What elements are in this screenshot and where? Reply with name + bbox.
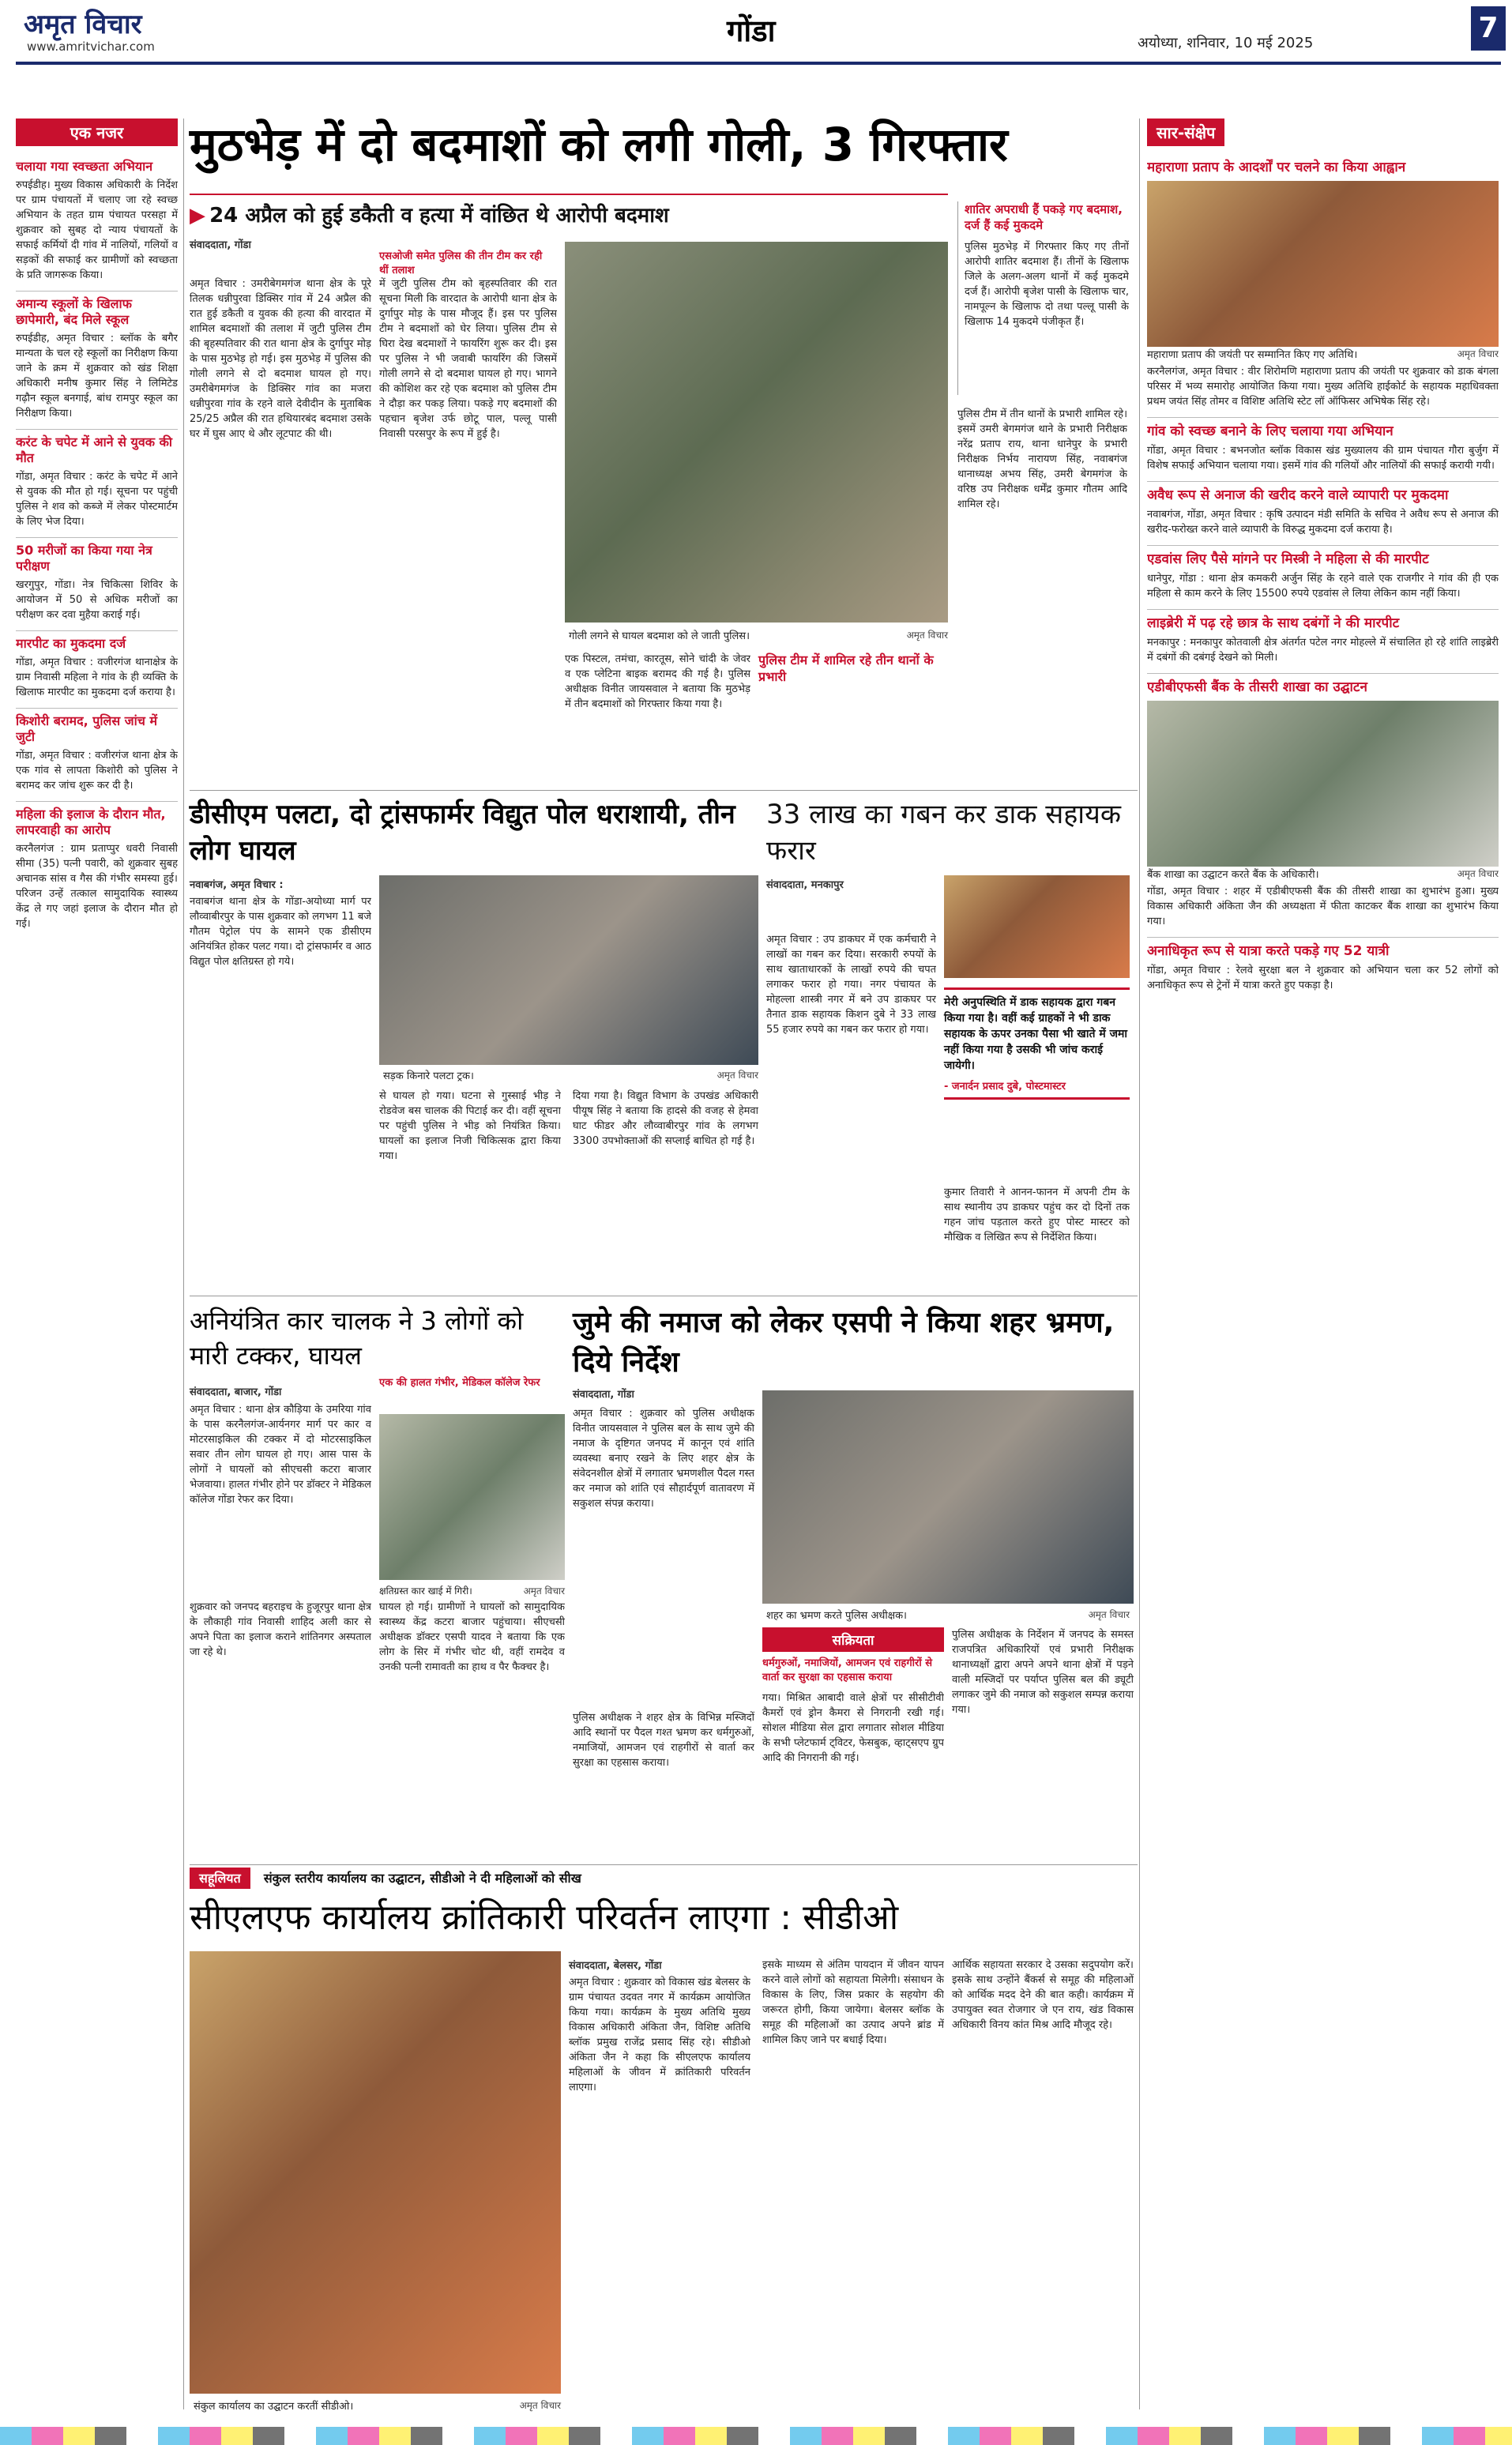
brief-body: गोंडा, अमृत विचार : वजीरगंज थाना क्षेत्र के एक गांव से लापता किशोरी को पुलिस ने बरामद कर जांच शुरू कर दी है। [16,750,178,792]
lead-body-1: अमृत विचार : उमरीबेगमगंज थाना क्षेत्र के पूरे तिलक धन्नीपुरवा डिक्सिर गांव में 24 अप्रैल की रात हुई डकैती व युवक की हत्या की वारदात में शामिल बदमाशों की तलाश में जुटी पुलिस टीम की बृहस्पतिवार की रात थाना क्षेत्र के दुर्गापुर मोड़ के पास मुठभेड़ हो गई। इस मुठभेड़ में पुलिस की गोली लगने से दो बदमाश घायल हो गए। उमरीबेगमगंज के डिक्सिर गांव का मजरा धन्नीपुरवा गांव के रहने वाले देवीदीन के मुताबिक 25/25 अप्रैल की रात हथियारबंद बदमाश उसके घर में घुस आए थे और लूटपाट की थी। [190,278,371,440]
transformer-headline: डीसीएम पलटा, दो ट्रांसफार्मर विद्युत पोल धराशायी, तीन लोग घायल [190,799,735,867]
left-divider [183,118,184,2409]
namaz-body-2: पुलिस अधीक्षक ने शहर क्षेत्र के विभिन्न मस्जिदों आदि स्थानों पर पैदल गश्त भ्रमण कर धर्मगुरुओं, नमाजियों, आमजन एवं राहगीरों से वार्ता कर सुरक्षा का एहसास कराया। [573,1712,754,1769]
brief-body: धानेपुर, गोंडा : थाना क्षेत्र कमकरी अर्जुन सिंह के रहने वाले एक राजगीर ने गांव की ही एक महिला से काम करने के लिए 15500 रुपये एडवांस ले लिया लेकिन काम नहीं किया। [1147,573,1499,600]
car-byline: संवाददाता, बाजार, गोंडा [190,1386,282,1398]
brief-item [16,708,178,793]
fraud-headline: 33 लाख का गबन कर डाक सहायक फरार [766,799,1121,867]
masthead-rule [16,62,1501,65]
brief-body: नवाबगंज, गोंडा, अमृत विचार : कृषि उत्पादन मंडी समिति के सचिव ने अवैध रूप से अनाज की खरीद-फरोख्त करने वाले व्यापारी के विरुद्ध मुकदमा दर्ज कराया है। [1147,509,1499,536]
car-body-3: घायल हो गई। ग्रामीणों ने घायलों को सामुदायिक स्वास्थ्य केंद्र कटरा बाजार पहुंचाया। सीएचसी अधीक्षक डॉक्टर एसपी यादव ने बताया कि एक लोग के सिर में गंभीर चोट थी, वहीं रामदेव व उनकी पत्नी रामावती का हाथ व पैर फैक्चर है। [379,1601,565,1673]
lead-body-2: में जुटी पुलिस टीम को बृहस्पतिवार की रात सूचना मिली कि वारदात के आरोपी थाना क्षेत्र के दुर्गापुर मोड़ के पास मौजूद हैं। इस पर पुलिस टीम ने बदमाशों को घेर लिया। पुलिस टीम से घिरा देख बदमाशों ने फायरिंग शुरू कर दी। इस पर पुलिस ने भी जवाबी फायरिंग की जिसमें गोली लगने से दो बदमाश घायल हो गए। भागने की कोशिश कर रहे एक बदमाश को पुलिस टीम ने दौड़ा कर पकड़ लिया। पकड़े गए बदमाशों की पहचान बृजेश उर्फ छोटू पाल, पल्लू पासी निवासी परसपुर के रूप में हुई है। [379,278,557,440]
brief-item [1147,673,1499,929]
lead-photo-credit: अमृत विचार [906,630,948,641]
brief-item [1147,154,1499,409]
brief-title: अमान्य स्कूलों के खिलाफ छापेमारी, बंद मिले स्कूल [16,296,132,327]
namaz-tag: सक्रियता [762,1627,944,1652]
namaz-byline: संवाददाता, गोंडा [573,1389,634,1401]
brief-title: एडीबीएफसी बैंक के तीसरी शाखा का उद्घाटन [1147,679,1367,695]
brief-body: रुपईडीह। मुख्य विकास अधिकारी के निर्देश पर ग्राम पंचायतों में चलाए जा रहे स्वच्छ अभियान के तहत ग्राम पंचायत परसहा में शुक्रवार को सुबह दो न्याय पंचायतों के सफाई कर्मियों दी गांव में नालियों, गलियों व सड़कों की सफाई कर ग्रामीणों को स्वच्छता के प्रति जागरूक किया। [16,179,178,281]
right-divider [1139,118,1140,2409]
fraud-body-2: कुमार तिवारी ने आनन-फानन में अपनी टीम के साथ स्थानीय उप डाकघर पहुंच कर दो दिनों तक गहन जांच पड़ताल करते हुए पोस्ट मास्टर को मौखिक व लिखित रूप से निर्देशित किया। [944,1187,1130,1243]
brief-body: गोंडा, अमृत विचार : बभनजोत ब्लॉक विकास खंड मुख्यालय की ग्राम पंचायत गौरा बुर्जुग में विशेष सफाई अभियान चलाया गया। इसमें गांव की गलियों और नालियों की सफाई करायी गयी। [1147,445,1499,472]
brief-photo-credit: अमृत विचार [1457,348,1499,359]
car-photo [379,1414,565,1580]
fraud-body-1: अमृत विचार : उप डाकघर में एक कर्मचारी ने लाखों का गबन कर दिया। सरकारी रुपयों के साथ खाताधारकों के लाखों रुपये की चपत लगाकर फरार हो गया। नगर पंचायत के मोहल्ला शास्त्री नगर में बने उप डाकघर पर तैनात डाक सहायक किशन दुबे ने 33 लाख 55 हजार रुपये का गबन कर फरार हो गया। [766,934,936,1036]
clf-tag: सहूलियत [190,1868,250,1889]
masthead-url: www.amritvichar.com [27,39,155,54]
fraud-byline: संवाददाता, मनकापुर [766,879,844,891]
fraud-photo [944,875,1130,978]
brief-body: करनैलगंज, अमृत विचार : वीर शिरोमणि महाराणा प्रताप की जयंती पर शुक्रवार को डाक बंगला परिसर में भव्य समारोह आयोजित किया गया। मुख्य अतिथि हाईकोर्ट के सहायक महाधिवक्ता प्रथम जयंत सिंह तोमर व विशिष्ट अतिथि स्टेट लॉ ऑफिसर अभिषेक सिंह रहे। [1147,366,1499,408]
lead-photo-caption: गोली लगने से घायल बदमाश को ले जाती पुलिस। [569,630,750,642]
color-registration-strip [0,2427,1512,2445]
lead-sidebox [957,201,1129,395]
namaz-photo-credit: अमृत विचार [1088,1609,1130,1620]
clf-photo [190,1951,561,2394]
masthead-date: अयोध्या, शनिवार, 10 मई 2025 [1138,35,1314,51]
section-tag: एक नजर [16,118,178,146]
lead-subheadline [190,194,948,228]
clf-body-1: अमृत विचार : शुक्रवार को विकास खंड बेलसर के ग्राम पंचायत उदवत नगर में कार्यक्रम आयोजित किया गया। कार्यक्रम के मुख्य अतिथि मुख्य विकास अधिकारी अंकिता जैन, विशिष्ट अतिथि ब्लॉक प्रमुख राजेंद्र प्रसाद सिंह रहे। सीडीओ अंकिता जैन ने कहा कि सीएलएफ कार्यालय महिलाओं के जीवन में क्रांतिकारी परिवर्तन लाएगा। [569,1977,750,2093]
brief-item [16,537,178,623]
brief-item [1147,545,1499,601]
clf-kicker: संकुल स्तरीय कार्यालय का उद्घाटन, सीडीओ ने दी महिलाओं को सीख [263,1871,581,1886]
sidebox-body: पुलिस मुठभेड़ में गिरफ्तार किए गए तीनों आरोपी शातिर बदमाश हैं। तीनों के खिलाफ जिले के अलग-अलग थानों में कई मुकदमे दर्ज हैं। आरोपी बृजेश पासी के खिलाफ चार, नामपूल्न के खिलाफ दो तथा पल्लू पासी के खिलाफ 14 मुकदमे पंजीकृत हैं। [965,241,1129,328]
lead-photo [565,242,948,623]
transformer-body-1: नवाबगंज थाना क्षेत्र के गोंडा-अयोध्या मार्ग पर लौव्वाबीरपुर के पास शुक्रवार को लगभग 11 बजे गौतम पेट्रोल पंप के सामने एक डीसीएम अनियंत्रित होकर पलट गया। दो ट्रांसफार्मर व आठ विद्युत पोल क्षतिग्रस्त हो गये। [190,896,371,968]
brief-title: गांव को स्वच्छ बनाने के लिए चलाया गया अभियान [1147,423,1394,439]
clf-body-3: आर्थिक सहायता सरकार दे उसका सदुपयोग करें। इसके साथ उन्होंने बैंकर्स से समूह की महिलाओं को आर्थिक मदद देने की बात कही। कार्यक्रम में उपायुक्त स्वत रोजगार जे एन राय, खंड विकास अधिकारी विनय कांत मिश्र आदि मौजूद रहे। [952,1959,1134,2031]
lead-headline: मुठभेड़ में दो बदमाशों को लगी गोली, 3 गिरफ्तार [190,118,1008,171]
brief-photo-caption: महाराणा प्रताप की जयंती पर सम्मानित किए गए अतिथि। [1147,349,1358,361]
brief-title: 50 मरीजों का किया गया नेत्र परीक्षण [16,543,152,574]
lead-body-4: पुलिस टीम में तीन थानों के प्रभारी शामिल रहे। इसमें उमरी बेगमगंज थाने के प्रभारी निरीक्षक नरेंद्र प्रताप राय, थाना धानेपुर के प्रभारी निरीक्षक निर्भय नारायण सिंह, नवाबगंज थानाध्यक्ष अभय सिंह, उमरी बेगमगंज के वरिष्ठ उप निरीक्षक धर्मेंद्र कुमार गौतम आदि शामिल रहे। [957,408,1127,510]
divider [190,1864,1138,1865]
brief-title: महाराणा प्रताप के आदर्शों पर चलने का किया आह्वान [1147,160,1406,175]
brief-photo-caption: बैंक शाखा का उद्घाटन करते बैंक के अधिकारी। [1147,869,1319,881]
brief-title: मारपीट का मुकदमा दर्ज [16,636,126,651]
namaz-tag-box [762,1627,944,1683]
brief-body: खरगुपुर, गोंडा। नेत्र चिकित्सा शिविर के आयोजन में 50 से अधिक मरीजों का परीक्षण कर दवा मुहैया कराई गई। [16,579,178,621]
lead-kicker: एसओजी समेत पुलिस की तीन टीम कर रही थीं तलाश [379,250,543,276]
transformer-body-2: से घायल हो गया। घटना से गुस्साई भीड़ ने रोडवेज बस चालक की पिटाई कर दी। वहीं सूचना पर पहुंची पुलिस ने भीड़ को नियंत्रित किया। घायलों का इलाज निजी चिकित्सक द्वारा किया गया। [379,1090,561,1162]
quote-text: मेरी अनुपस्थिति में डाक सहायक द्वारा गबन किया गया है। वहीं कई ग्राहकों ने भी डाक सहायक के ऊपर उनका पैसा भी खाते में जमा नहीं किया गया है उसकी भी जांच कराई जायेगी। [944,996,1127,1072]
divider [190,790,1138,791]
sidebox-title: शातिर अपराधी हैं पकड़े गए बदमाश, दर्ज हैं कई मुकदमे [965,202,1123,232]
namaz-photo-caption: शहर का भ्रमण करते पुलिस अधीक्षक। [766,1610,907,1622]
brief-item [1147,417,1499,473]
brief-title: अनाधिकृत रूप से यात्रा करते पकड़े गए 52 यात्री [1147,943,1390,959]
brief-item [16,630,178,700]
brief-photo [1147,701,1499,867]
transformer-photo-caption: सड़क किनारे पलटा ट्रक। [383,1070,474,1082]
clf-photo-credit: अमृत विचार [519,2400,561,2411]
car-headline: अनियंत्रित कार चालक ने 3 लोगों को मारी टक्कर, घायल [190,1306,524,1371]
brief-title: चलाया गया स्वच्छता अभियान [16,159,153,174]
brief-body: गोंडा, अमृत विचार : शहर में एडीबीएफसी बैंक की तीसरी शाखा का शुभारंभ हुआ। मुख्य विकास अधिकारी अंकिता जैन की अध्यक्षता में फीता काटकर बैंक शाखा का शुभारंभ किया गया। [1147,886,1499,927]
brief-body: गोंडा, अमृत विचार : करंट के चपेट में आने से युवक की मौत हो गई। सूचना पर पहुंची पुलिस ने शव को कब्जे में लेकर पोस्टमार्टम के लिए भेज दिया। [16,471,178,528]
brief-body: गोंडा, अमृत विचार : वजीरगंज थानाक्षेत्र के ग्राम निवासी महिला ने गांव के ही व्यक्ति के खिलाफ मारपीट का मुकदमा दर्ज कराया है। [16,656,178,698]
clf-headline: सीएलएफ कार्यालय क्रांतिकारी परिवर्तन लाएगा : सीडीओ [190,1898,899,1938]
brief-body: गोंडा, अमृत विचार : रेलवे सुरक्षा बल ने शुक्रवार को अभियान चला कर 52 लोगों को अनाधिकृत रूप से ट्रेनों में यात्रा करते हुए पकड़ा है। [1147,965,1499,991]
namaz-headline: जुमे की नमाज को लेकर एसपी ने किया शहर भ्रमण, दिये निर्देश [573,1307,1115,1379]
brief-title: एडवांस लिए पैसे मांगने पर मिस्त्री ने महिला से की मारपीट [1147,551,1429,567]
lead-byline: संवाददाता, गोंडा [190,239,251,251]
namaz-photo [762,1390,1134,1604]
brief-body: मनकापुर : मनकापुर कोतवाली क्षेत्र अंतर्गत पटेल नगर मोहल्ले में संचालित हो रहे शांति लाइब्रेरी में दबंगों की दबंगई देखने को मिली। [1147,637,1499,664]
brief-item [16,801,178,931]
car-photo-caption: क्षतिग्रस्त कार खाई में गिरी। [379,1585,472,1597]
brief-title: अवैध रूप से अनाज की खरीद करने वाले व्यापारी पर मुकदमा [1147,487,1449,503]
quote-attribution: - जनार्दन प्रसाद दुबे, पोस्टमास्टर [944,1081,1066,1093]
section-tag: सार-संक्षेप [1147,118,1224,146]
masthead-city: गोंडा [727,13,776,48]
brief-item [16,291,178,421]
lead-box2 [758,652,948,685]
left-column [16,118,178,2409]
car-kicker: एक की हालत गंभीर, मेडिकल कॉलेज रेफर [379,1377,540,1389]
brief-body: करनैलगंज : ग्राम प्रताप्पुर धवरी निवासी सीमा (35) पत्नी पवारी, को शुक्रवार सुबह अचानक सांस व गैस की गंभीर समस्या हुई। परिजन उन्हें तत्काल सामुदायिक स्वास्थ्य केंद्र ले गए जहां इलाज के दौरान मौत हो गई। [16,843,178,930]
car-photo-credit: अमृत विचार [523,1585,565,1597]
brief-photo [1147,181,1499,347]
brief-title: महिला की इलाज के दौरान मौत, लापरवाही का आरोप [16,807,166,837]
subheadline-text: 24 अप्रैल को हुई डकैती व हत्या में वांछित थे आरोपी बदमाश [209,204,669,228]
transformer-byline: नवाबगंज, अमृत विचार : [190,879,284,891]
namaz-body-1: अमृत विचार : शुक्रवार को पुलिस अधीक्षक विनीत जायसवाल ने पुलिस बल के साथ जुमे की नमाज के दृष्टिगत जनपद में कानून एवं शांति व्यवस्था बनाए रखने के लिए शहर क्षेत्र के संवेदनशील क्षेत्रों में लगातार भ्रमणशील पैदल गस्त कर नमाज को शांति एवं सौहार्दपूर्ण वातावरण में सकुशल संपन्न कराया। [573,1408,754,1510]
brief-item [16,429,178,529]
car-body-1: अमृत विचार : थाना क्षेत्र कौड़िया के उमरिया गांव के पास करनैलगंज-आर्यनगर मार्ग पर कार व मोटरसाइकिल की टक्कर में दो मोटरसाइकिल सवार तीन लोग घायल हो गए। आस पास के लोगों ने घायलों को सीएचसी कटरा बाजार भेजवाया। हालत गंभीर होने पर डॉक्टर ने मेडिकल कॉलेज गोंडा रेफर कर दिया। [190,1404,371,1506]
lead-body-3: एक पिस्टल, तमंचा, कारतूस, सोने चांदी के जेवर व एक प्लेटिना बाइक बरामद की गई है। पुलिस अधीक्षक विनीत जायसवाल ने बताया कि मुठभेड़ में तीन बदमाशों को गिरफ्तार किया गया है। [565,653,750,710]
namaz-tag-text: धर्मगुरुओं, नमाजियों, आमजन एवं राहगीरों से वार्ता कर सुरक्षा का एहसास कराया [762,1657,933,1683]
namaz-body-3: गया। मिश्रित आबादी वाले क्षेत्रों पर सीसीटीवी कैमरों एवं ड्रोन कैमरा से निगरानी रखी गई। सोशल मीडिया सेल द्वारा लगातार सोशल मीडिया के सभी प्लेटफार्म ट्विटर, फेसबुक, व्हाट्सएप ग्रुप आदि की निगरानी की गई। [762,1692,944,1764]
clf-byline: संवाददाता, बेलसर, गोंडा [569,1960,662,1972]
namaz-body-4: पुलिस अधीक्षक के निर्देशन में जनपद के समस्त राजपत्रित अधिकारियों एवं प्रभारी निरीक्षक थानाध्यक्षों द्वारा अपने अपने थाना क्षेत्रों में पड़ने वाली मस्जिदों पर पर्याप्त पुलिस बल की ड्यूटी लगाकर जुमे की नमाज को सकुशल सम्पन्न कराया गया। [952,1629,1134,1716]
transformer-body-3: दिया गया है। विद्युत विभाग के उपखंड अधिकारी पीयूष सिंह ने बताया कि हादसे की वजह से हेमवा घाट फीडर और लौव्वाबीरपुर गांव के लगभग 3300 उपभोक्ताओं की सप्लाई बाधित हो गई है। [573,1090,758,1147]
clf-kicker-row [190,1869,1138,1886]
fraud-quote [944,987,1130,1100]
box2-title: पुलिस टीम में शामिल रहे तीन थानों के प्रभारी [758,653,934,684]
right-column [1147,118,1499,2409]
triangle-icon: ▶ [190,204,205,228]
brief-title: किशोरी बरामद, पुलिस जांच में जुटी [16,713,158,744]
clf-body-2: इसके माध्यम से अंतिम पायदान में जीवन यापन करने वाले लोगों को सहायता मिलेगी। संसाधन के विकास के लिए, जिस प्रकार के सहयोग की जरूरत होगी, किया जायेगा। बेलसर ब्लॉक के समूह की महिलाओं का उत्पाद अपने ब्रांड में शामिल किए जाने पर बधाई दिया। [762,1959,944,2046]
transformer-photo [379,875,758,1065]
brief-photo-credit: अमृत विचार [1457,868,1499,879]
masthead-logo: अमृत विचार [24,9,142,40]
brief-item [16,154,178,283]
brief-body: रुपईडीह, अमृत विचार : ब्लॉक के बगैर मान्यता के चल रहे स्कूलों का निरीक्षण किया जाने के क्रम में शुक्रवार को खंड शिक्षा अधिकारी मनीष कुमार सिंह ने लिमिटेड गढ़ौन स्कूल बनगाई, बांध रामपुर स्कूल का निरीक्षण किया। [16,333,178,419]
brief-item [1147,481,1499,537]
clf-photo-caption: संकुल कार्यालय का उद्घाटन करतीं सीडीओ। [194,2401,354,2413]
brief-item [1147,937,1499,993]
car-body-2: शुक्रवार को जनपद बहराइच के हुजूरपुर थाना क्षेत्र के लौकाही गांव निवासी शाहिद अली कार से अपने पिता का इलाज कराने शांतिनगर अस्पताल जा रहे थे। [190,1601,371,1658]
brief-title: करंट के चपेट में आने से युवक की मौत [16,434,173,465]
brief-item [1147,609,1499,665]
brief-title: लाइब्रेरी में पढ़ रहे छात्र के साथ दबंगों ने की मारपीट [1147,615,1400,631]
page-number: 7 [1471,6,1506,51]
transformer-photo-credit: अमृत विचार [717,1070,758,1081]
